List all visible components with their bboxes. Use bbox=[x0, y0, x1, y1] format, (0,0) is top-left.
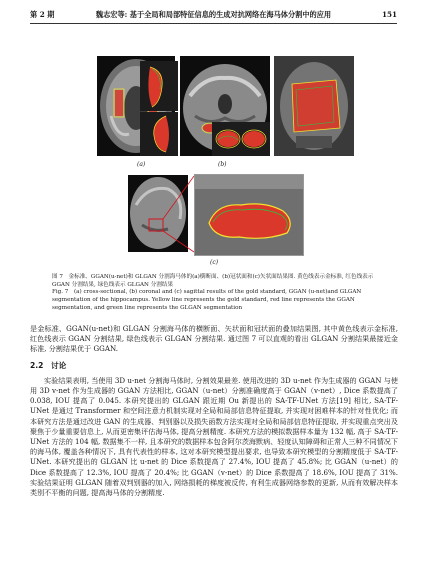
running-header bbox=[30, 8, 397, 22]
page-number: 151 bbox=[381, 10, 397, 19]
body-text bbox=[30, 324, 398, 498]
panel-label-c: (c) bbox=[210, 259, 219, 266]
issue-label: 第 2 期 bbox=[30, 10, 55, 19]
hippocampus-zoom-drawing bbox=[195, 175, 303, 255]
sagittal-brain-drawing bbox=[128, 175, 188, 252]
axial-zoom-right-drawing bbox=[140, 112, 178, 156]
hippocampus-zoom-image bbox=[194, 174, 304, 256]
figure-caption bbox=[52, 274, 382, 313]
running-title: 魏志宏等: 基于全局和局部特征信息的生成对抗网络在海马体分割中的应用 bbox=[95, 10, 332, 19]
caption-chinese: 图 7 金标准、GGAN(u-net)和 GLGAN 分割海马体的(a)横断面、(b)冠状面和(c)矢状面结果图. 黄色线表示金标准, 红色线表示 GGAN 分割结果, 绿色线表示 GLGAN 分割结果 bbox=[52, 274, 374, 288]
panel-label-b: (b) bbox=[218, 161, 227, 168]
section-heading: 2.2 讨论 bbox=[30, 360, 67, 370]
axial-zoom-left-drawing bbox=[140, 61, 178, 111]
sagittal-mri-drawing bbox=[274, 56, 354, 156]
paragraph-2: 实验结果表明, 当使用 3D u-net 分割海马体时, 分割效果最差. 使用改进的 3D u-net 作为生成器的 GGAN 与使用 3D v-net 作为生成器的 GGAN 方法相比, GGAN（u-net）分割准确度高于 GGAN（v-net）, Dice 系数提高了 0.038, IOU 提高了 0.045. 本研究提出的 GLGAN 跟近期 Ou 新提出的 SA-TF-UNet 方法[19] 相比, SA-TF-UNet 是通过 Transformer 和空间注意力机制实现对全局和局部信息特征提取, 并实现对困难样本的针对性优化; 而本研究方法是通过改进 GAN 的生成器、判别器以及损失函数方法实现对全局和局部信息特征提取, 并实现重点突出及聚焦于少量重要信息上, 从而更密集评估海马体, 提高分割精度. 本研究方法的模拟数据样本量为 132 幅, 高于 SA-TF-UNet 方法的 104 幅, 数据集不一样, 且本研究的数据样本包含阿尔茨海默病、轻度认知障碍和正常人三种不同情况下的海马体, 覆盖各种情况下, 具有代表性的样本, 这对本研究模型提出要求, 也导致本研究模型的分割精度低于 SA-TF-UNet. 本研究提出的 GLGAN 比 u-net 的 Dice 系数提高了 27.4%, IOU 提高了 45.8%; 比 GGAN（u-net）的 Dice 系数提高了 12.3%, IOU 提高了 20.4%; 比 GGAN（v-net）的 Dice 系数提高了 18.6%, IOU 提高了 31%. 实验结果证明 GLGAN 随着双判别器的加入, 网络损耗的梯度被反传, 有利生成器网络参数的更新, 从而有效解决样本类别不平衡的问题, 提高海马体的分割精度. bbox=[30, 375, 398, 498]
paragraph-1: 是金标准、GGAN(u-net)和 GLGAN 分割海马体的横断面、矢状面和冠状面的叠加结果图, 其中黄色线表示金标准, 红色线表示 GGAN 分割结果, 绿色线表示 GLGAN 分割结果. 通过图 7 可以直观的看出 GLGAN 分割结果最接近金标准, 分割结果优于 GGAN. bbox=[30, 324, 398, 354]
sagittal-brain-image bbox=[128, 175, 188, 252]
panel-label-a: (a) bbox=[137, 161, 146, 168]
axial-zoom-left bbox=[140, 61, 178, 111]
axial-zoom-right bbox=[140, 112, 178, 156]
header-rule bbox=[30, 23, 397, 24]
caption-english: Fig. 7 (a) cross-sectional, (b) coronal and (c) sagittal results of the gold standard, GGAN (u-net)and GLGAN segmentation of the hippocampus. Yellow line represents the gold standard, red line represents the GGAN segmentation, and green line represents the GLGAN segmentation bbox=[52, 289, 362, 311]
sagittal-mri-image bbox=[274, 56, 354, 156]
coronal-zoom bbox=[212, 122, 270, 156]
coronal-zoom-drawing bbox=[212, 122, 270, 156]
